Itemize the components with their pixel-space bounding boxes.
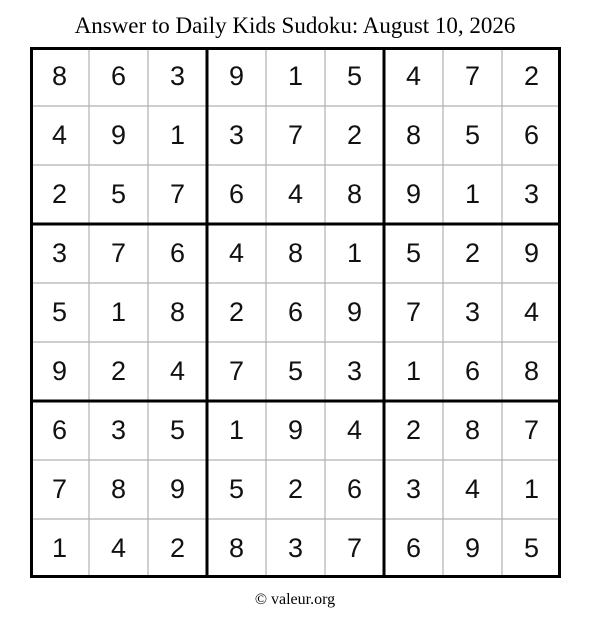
sudoku-cell-r2-c6: 2 (346, 120, 363, 150)
sudoku-cell-r4-c5: 8 (287, 238, 304, 268)
sudoku-cell-r9-c9: 5 (523, 533, 540, 563)
sudoku-cell-r7-c4: 1 (228, 415, 245, 445)
sudoku-cell-r6-c9: 8 (523, 356, 540, 386)
sudoku-cell-r4-c3: 6 (169, 238, 186, 268)
sudoku-cell-r1-c5: 1 (287, 61, 304, 91)
sudoku-cell-r6-c8: 6 (464, 356, 481, 386)
sudoku-cell-r1-c1: 8 (51, 61, 68, 91)
sudoku-cell-r2-c8: 5 (464, 120, 481, 150)
sudoku-cell-r8-c7: 3 (405, 474, 422, 504)
sudoku-cell-r3-c1: 2 (51, 179, 68, 209)
sudoku-cell-r5-c2: 1 (110, 297, 127, 327)
sudoku-cell-r1-c2: 6 (110, 61, 127, 91)
sudoku-cell-r6-c7: 1 (405, 356, 422, 386)
copyright-footer: © valeur.org (254, 591, 336, 608)
sudoku-cell-r2-c5: 7 (287, 120, 304, 150)
sudoku-cell-r3-c2: 5 (110, 179, 127, 209)
sudoku-cell-r7-c7: 2 (405, 415, 422, 445)
sudoku-cell-r1-c9: 2 (523, 61, 540, 91)
sudoku-cell-r5-c8: 3 (464, 297, 481, 327)
sudoku-cell-r4-c8: 2 (464, 238, 481, 268)
sudoku-board (30, 47, 561, 578)
sudoku-cell-r3-c3: 7 (169, 179, 186, 209)
sudoku-cell-r5-c9: 4 (523, 297, 540, 327)
sudoku-cell-r1-c7: 4 (405, 61, 422, 91)
sudoku-cell-r7-c9: 7 (523, 415, 540, 445)
sudoku-cell-r9-c3: 2 (169, 533, 186, 563)
sudoku-cell-r4-c1: 3 (51, 238, 68, 268)
sudoku-cell-r8-c5: 2 (287, 474, 304, 504)
sudoku-cell-r7-c1: 6 (51, 415, 68, 445)
sudoku-cell-r4-c9: 9 (523, 238, 540, 268)
sudoku-cell-r2-c2: 9 (110, 120, 127, 150)
sudoku-cell-r1-c8: 7 (464, 61, 481, 91)
sudoku-cell-r7-c2: 3 (110, 415, 127, 445)
sudoku-cell-r8-c6: 6 (346, 474, 363, 504)
sudoku-cell-r7-c6: 4 (346, 415, 363, 445)
sudoku-cell-r1-c3: 3 (169, 61, 186, 91)
sudoku-cell-r9-c5: 3 (287, 533, 304, 563)
sudoku-cell-r4-c4: 4 (228, 238, 245, 268)
sudoku-cell-r6-c2: 2 (110, 356, 127, 386)
sudoku-cell-r8-c3: 9 (169, 474, 186, 504)
sudoku-cell-r6-c3: 4 (169, 356, 186, 386)
sudoku-cell-r3-c9: 3 (523, 179, 540, 209)
sudoku-cell-r8-c1: 7 (51, 474, 68, 504)
sudoku-cell-r5-c4: 2 (228, 297, 245, 327)
sudoku-cell-r2-c7: 8 (405, 120, 422, 150)
sudoku-cell-r2-c3: 1 (169, 120, 186, 150)
sudoku-cell-r4-c7: 5 (405, 238, 422, 268)
sudoku-cell-r5-c1: 5 (51, 297, 68, 327)
sudoku-cell-r6-c6: 3 (346, 356, 363, 386)
sudoku-cell-r9-c1: 1 (51, 533, 68, 563)
sudoku-cell-r4-c2: 7 (110, 238, 127, 268)
sudoku-cell-r9-c4: 8 (228, 533, 245, 563)
sudoku-cell-r9-c2: 4 (110, 533, 127, 563)
sudoku-cell-r6-c5: 5 (287, 356, 304, 386)
sudoku-cell-r4-c6: 1 (346, 238, 363, 268)
sudoku-cell-r3-c7: 9 (405, 179, 422, 209)
sudoku-cell-r5-c5: 6 (287, 297, 304, 327)
sudoku-cell-r3-c4: 6 (228, 179, 245, 209)
sudoku-cell-r6-c4: 7 (228, 356, 245, 386)
sudoku-cell-r8-c2: 8 (110, 474, 127, 504)
sudoku-cell-r8-c8: 4 (464, 474, 481, 504)
sudoku-cell-r7-c5: 9 (287, 415, 304, 445)
sudoku-cell-r8-c9: 1 (523, 474, 540, 504)
sudoku-cell-r2-c4: 3 (228, 120, 245, 150)
sudoku-cell-r5-c3: 8 (169, 297, 186, 327)
page-title: Answer to Daily Kids Sudoku: August 10, 2026 (74, 13, 516, 38)
sudoku-cell-r9-c7: 6 (405, 533, 422, 563)
sudoku-cell-r7-c3: 5 (169, 415, 186, 445)
sudoku-cell-r1-c6: 5 (346, 61, 363, 91)
sudoku-cell-r3-c8: 1 (464, 179, 481, 209)
sudoku-cell-r5-c6: 9 (346, 297, 363, 327)
sudoku-cell-r7-c8: 8 (464, 415, 481, 445)
sudoku-cell-r2-c1: 4 (51, 120, 68, 150)
sudoku-cell-r9-c6: 7 (346, 533, 363, 563)
sudoku-cell-r9-c8: 9 (464, 533, 481, 563)
sudoku-cell-r3-c6: 8 (346, 179, 363, 209)
sudoku-cell-r8-c4: 5 (228, 474, 245, 504)
sudoku-cell-r5-c7: 7 (405, 297, 422, 327)
sudoku-cell-r3-c5: 4 (287, 179, 304, 209)
sudoku-cell-r6-c1: 9 (51, 356, 68, 386)
sudoku-cell-r2-c9: 6 (523, 120, 540, 150)
sudoku-cell-r1-c4: 9 (228, 61, 245, 91)
